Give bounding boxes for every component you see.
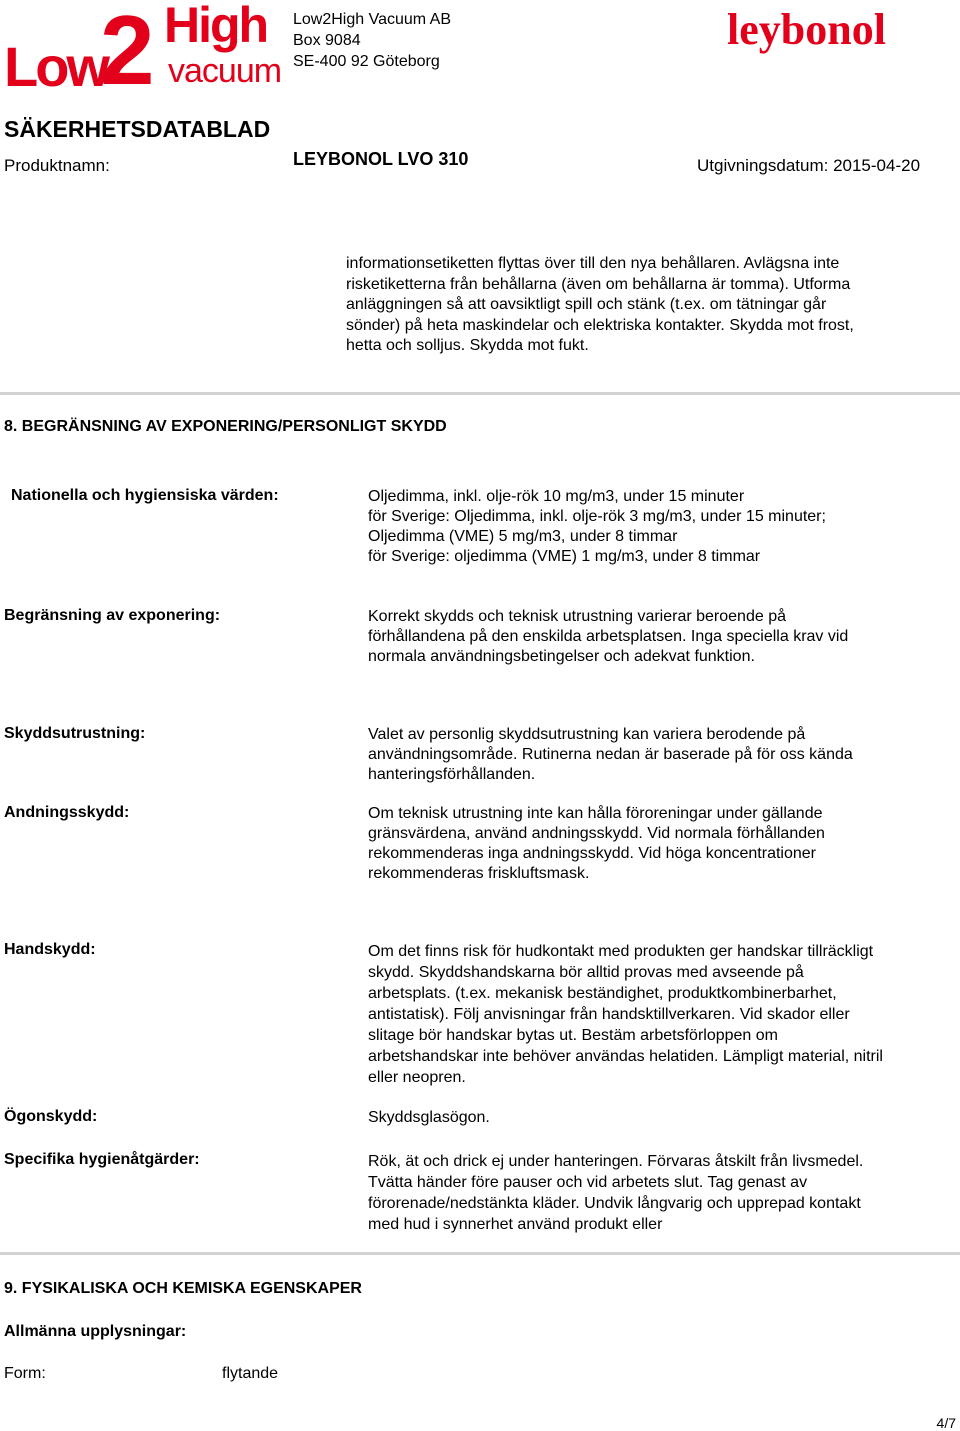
logo-low: Low (4, 35, 107, 98)
form-label: Form: (4, 1365, 46, 1382)
text-line: slitage bör handskar bytas ut. Bestäm arbetsförloppen om (368, 1027, 778, 1044)
section-8-heading: 8. BEGRÄNSNING AV EXPONERING/PERSONLIGT SKYDD (4, 418, 447, 435)
hygiene-measures-text (368, 1151, 958, 1235)
text-line: Tvätta händer före pauser och vid arbetets slut. Tag genast av (368, 1174, 808, 1191)
text-line: Oljedimma, inkl. olje-rök 10 mg/m3, under 15 minuter (368, 488, 745, 505)
logo-vacuum: vacuum (168, 52, 282, 90)
national-values-text (368, 487, 958, 567)
text-line: arbetsplats. (t.ex. mekanisk beständighet, produktkombinerbarhet, (368, 985, 837, 1002)
text-line: sönder) på heta maskindelar och elektriska kontakter. Skydda mot frost, (346, 316, 854, 334)
protective-equipment-text (368, 725, 958, 785)
text-line: antistatisk). Följ anvisningar från handsktillverkaren. Vid skador eller (368, 1006, 850, 1023)
text-line: användningsområde. Rutinerna nedan är baserade på för oss kända (368, 746, 853, 763)
company-address (293, 9, 451, 72)
text-line: informationsetiketten flyttas över till den nya behållaren. Avlägsna inte (346, 255, 840, 272)
issue-date: Utgivningsdatum: 2015-04-20 (697, 156, 921, 175)
eye-protection-text: Skyddsglasögon. (368, 1109, 490, 1126)
text-line: Korrekt skydds och teknisk utrustning varierar beroende på (368, 608, 786, 625)
eye-protection-label: Ögonskydd: (4, 1108, 98, 1125)
hand-protection-text (368, 941, 958, 1088)
text-line: förhållandena på den enskilda arbetsplatsen. Inga speciella krav vid (368, 628, 849, 645)
text-line: Valet av personlig skyddsutrustning kan variera berodende på (368, 726, 806, 743)
product-name: LEYBONOL LVO 310 (293, 149, 469, 169)
leybonol-logo: leybonol (727, 5, 886, 54)
section-9-heading: 9. FYSIKALISKA OCH KEMISKA EGENSKAPER (4, 1280, 362, 1297)
text-line: med hud i synnerhet använd produkt eller (368, 1216, 663, 1233)
continuation-paragraph (346, 254, 946, 357)
text-line: risketiketterna från behållarna (även om behållarna är tomma). Utforma (346, 275, 851, 293)
text-line: gränsvärdena, använd andningsskydd. Vid normala förhållanden (368, 825, 825, 842)
low2high-vacuum-logo (4, 0, 284, 105)
general-information-label: Allmänna upplysningar: (4, 1323, 187, 1340)
national-values-label: Nationella och hygiensiska värden: (11, 487, 279, 504)
text-line: eller neopren. (368, 1069, 466, 1086)
text-line: hanteringsförhållanden. (368, 766, 536, 783)
text-line: Rök, ät och drick ej under hanteringen. Förvaras åtskilt från livsmedel. (368, 1153, 864, 1170)
text-line: skydd. Skyddshandskarna bör alltid provas med avseende på (368, 964, 804, 981)
text-line: arbetshandskar inte behöver användas helatiden. Lämpligt material, nitril (368, 1048, 883, 1065)
address-line: SE-400 92 Göteborg (293, 53, 440, 70)
hygiene-measures-label: Specifika hygienåtgärder: (4, 1151, 200, 1168)
text-line: Om teknisk utrustning inte kan hålla föroreningar under gällande (368, 805, 823, 822)
address-line: Box 9084 (293, 32, 361, 49)
exposure-limits-text (368, 607, 958, 667)
text-line: Oljedimma (VME) 5 mg/m3, under 8 timmar (368, 528, 678, 545)
respiratory-protection-text (368, 804, 958, 884)
text-line: Om det finns risk för hudkontakt med produkten ger handskar tillräckligt (368, 943, 874, 960)
page-number: 4/7 (936, 1415, 956, 1431)
document-title: SÄKERHETSDATABLAD (4, 116, 271, 142)
logo-two: 2 (100, 0, 151, 105)
logo-high: High (164, 0, 268, 53)
product-name-label: Produktnamn: (4, 156, 110, 175)
text-line: anläggningen så att oavsiktligt spill och stänk (t.ex. om tätningar går (346, 296, 827, 313)
text-line: normala användningsbetingelser och adekvat funktion. (368, 648, 755, 665)
text-line: för Sverige: oljedimma (VME) 1 mg/m3, under 8 timmar (368, 548, 761, 565)
text-line: hetta och solljus. Skydda mot fukt. (346, 337, 589, 354)
section-divider (0, 392, 960, 395)
text-line: rekommenderas friskluftsmask. (368, 865, 590, 882)
text-line: rekommenderas inga andningsskydd. Vid höga koncentrationer (368, 845, 816, 862)
address-line: Low2High Vacuum AB (293, 11, 452, 28)
exposure-limits-label: Begränsning av exponering: (4, 607, 221, 624)
respiratory-protection-label: Andningsskydd: (4, 804, 130, 821)
form-value: flytande (222, 1365, 279, 1382)
hand-protection-label: Handskydd: (4, 941, 96, 958)
protective-equipment-label: Skyddsutrustning: (4, 725, 146, 742)
text-line: förorenade/nedstänkta kläder. Undvik långvarig och upprepad kontakt (368, 1195, 861, 1212)
section-divider (0, 1252, 960, 1255)
text-line: för Sverige: Oljedimma, inkl. olje-rök 3 mg/m3, under 15 minuter; (368, 508, 826, 525)
